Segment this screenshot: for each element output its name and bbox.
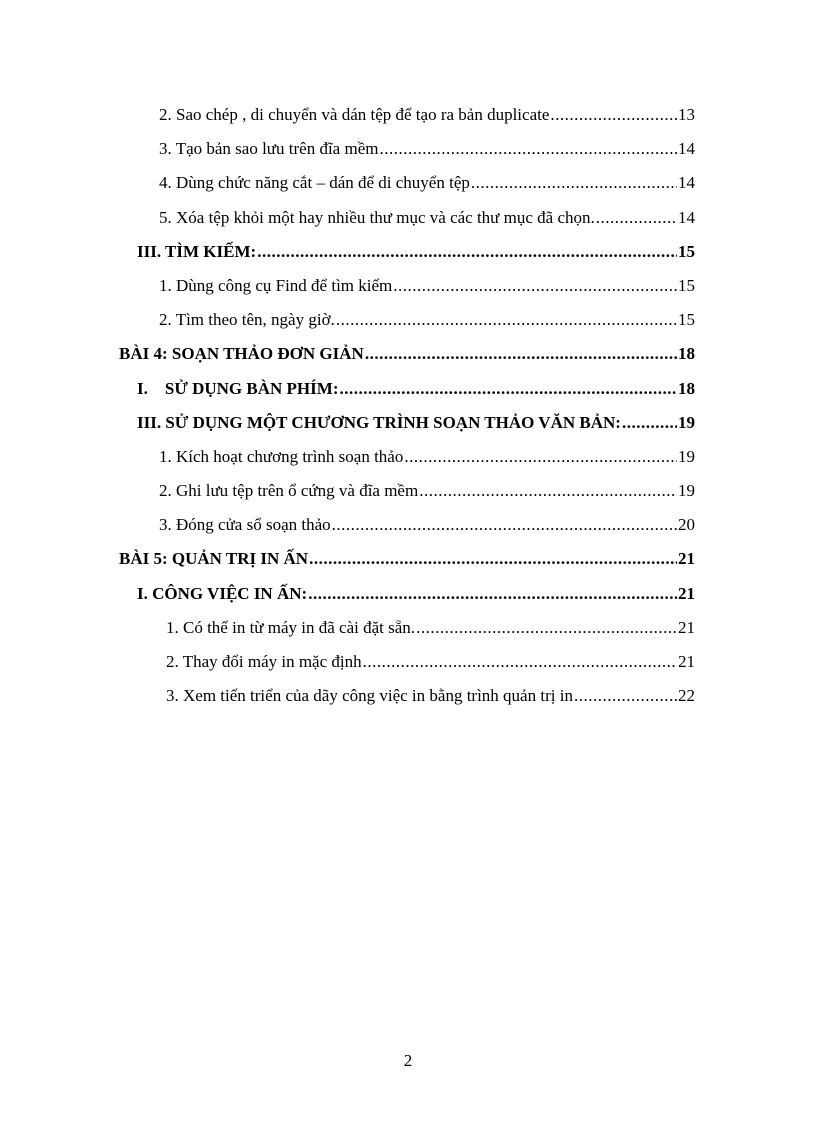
- toc-dot-leader: [257, 235, 677, 269]
- toc-entry[interactable]: [0, 440, 816, 474]
- toc-entry-title: 2. Sao chép , di chuyển và dán tệp để tạo ra bản duplicate: [159, 105, 550, 124]
- toc-dot-leader: [393, 269, 677, 303]
- toc-dot-leader: [363, 645, 677, 679]
- toc-dot-leader: [574, 679, 677, 713]
- toc-entry-title: 3. Xem tiến triển của dãy công việc in bằng trình quản trị in: [166, 686, 573, 706]
- toc-entry-page: 14: [678, 139, 695, 159]
- toc-entry-page: 15: [678, 241, 695, 261]
- toc-entry-title: BÀI 5: QUẢN TRỊ IN ẤN: [119, 549, 309, 569]
- toc-dot-leader: [336, 303, 677, 337]
- toc-entry-title: 4. Dùng chức năng cắt – dán để di chuyển tệp: [159, 173, 470, 193]
- toc-entry-title: 3. Tạo bản sao lưu trên đĩa mềm: [159, 139, 379, 159]
- toc-entry-title: 3. Đóng cửa sổ soạn thảo: [159, 515, 331, 535]
- toc-entry-title: 2. Thay đổi máy in mặc định: [166, 652, 362, 671]
- toc-entry-page: 21: [678, 617, 695, 637]
- toc-dot-leader: [471, 166, 677, 200]
- toc-entry-title: III. TÌM KIẾM:: [137, 241, 257, 261]
- toc-entry[interactable]: [0, 303, 816, 337]
- toc-entry-page: 15: [678, 310, 695, 330]
- toc-entry-page: 14: [678, 173, 695, 193]
- toc-entry-title: 1. Kích hoạt chương trình soạn thảo: [159, 446, 404, 466]
- toc-dot-leader: [308, 577, 677, 611]
- toc-section-heading[interactable]: [0, 372, 816, 406]
- toc-entry-page: 21: [678, 652, 695, 671]
- toc-dot-leader: [404, 440, 677, 474]
- toc-dot-leader: [379, 132, 677, 166]
- toc-entry[interactable]: [0, 508, 816, 542]
- toc-entry-page: 14: [678, 207, 695, 227]
- toc-entry-page: 21: [678, 549, 695, 569]
- toc-entry[interactable]: [0, 611, 816, 645]
- toc-entry-page: 19: [678, 412, 695, 432]
- toc-entry-title: 2. Tìm theo tên, ngày giờ.: [159, 310, 335, 330]
- toc-entry-title: 2. Ghi lưu tệp trên ổ cứng và đĩa mềm: [159, 481, 419, 501]
- toc-entry-page: 22: [678, 686, 695, 706]
- toc-entry[interactable]: [0, 166, 816, 200]
- toc-entry-page: 19: [678, 446, 695, 466]
- toc-dot-leader: [419, 474, 677, 508]
- toc-dot-leader: [550, 98, 677, 132]
- toc-dot-leader: [596, 201, 677, 235]
- toc-entry-title: I. CÔNG VIỆC IN ẤN:: [137, 583, 308, 603]
- toc-entry-page: 15: [678, 275, 695, 295]
- toc-entry-page: 21: [678, 583, 695, 603]
- toc-entry[interactable]: [0, 474, 816, 508]
- toc-dot-leader: [416, 611, 677, 645]
- toc-entry-page: 19: [678, 481, 695, 501]
- toc-entry-title: 5. Xóa tệp khỏi một hay nhiều thư mục và các thư mục đã chọn.: [159, 207, 595, 227]
- toc-section-heading[interactable]: [0, 577, 816, 611]
- toc-section-heading[interactable]: [0, 235, 816, 269]
- toc-section-heading[interactable]: [0, 406, 816, 440]
- toc-entry-title: 1. Dùng công cụ Find để tìm kiếm: [159, 275, 393, 295]
- toc-dot-leader: [309, 542, 677, 576]
- toc-entry[interactable]: [0, 98, 816, 132]
- toc-entry[interactable]: [0, 132, 816, 166]
- page-number: 2: [403, 1051, 413, 1070]
- toc-entry[interactable]: [0, 201, 816, 235]
- toc-chapter-heading[interactable]: [0, 337, 816, 371]
- toc-entry-title: I. SỬ DỤNG BÀN PHÍM:: [137, 378, 339, 398]
- toc-entry[interactable]: [0, 269, 816, 303]
- toc-entry-title: 1. Có thể in từ máy in đã cài đặt sẵn.: [166, 617, 416, 637]
- toc-dot-leader: [332, 508, 677, 542]
- toc-dot-leader: [365, 337, 677, 371]
- toc-entry-title: BÀI 4: SOẠN THẢO ĐƠN GIẢN: [119, 344, 364, 364]
- toc-entry[interactable]: [0, 679, 816, 713]
- toc-dot-leader: [622, 406, 677, 440]
- toc-entry[interactable]: [0, 645, 816, 679]
- toc-dot-leader: [339, 372, 677, 406]
- table-of-contents: [0, 98, 816, 713]
- toc-entry-page: 13: [678, 105, 695, 124]
- toc-chapter-heading[interactable]: [0, 542, 816, 576]
- toc-entry-page: 18: [678, 344, 695, 364]
- toc-entry-page: 18: [678, 378, 695, 398]
- toc-entry-title: III. SỬ DỤNG MỘT CHƯƠNG TRÌNH SOẠN THẢO VĂN BẢN:: [137, 412, 621, 432]
- toc-entry-page: 20: [678, 515, 695, 535]
